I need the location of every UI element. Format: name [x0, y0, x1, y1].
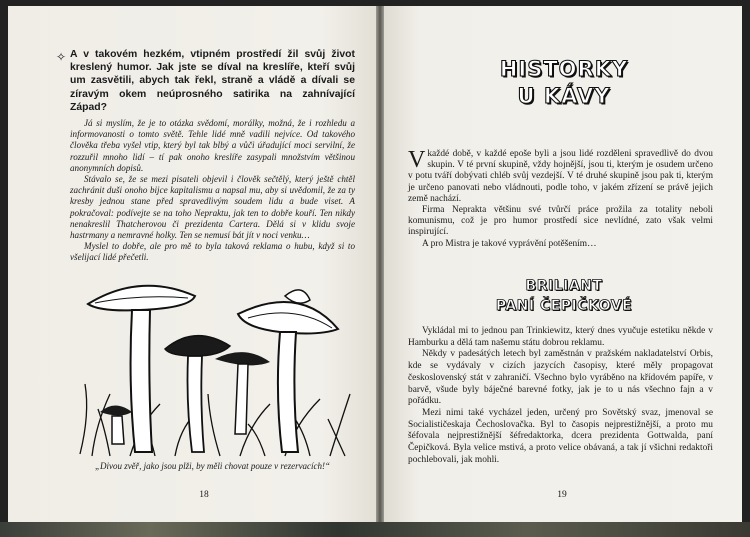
story-paragraph: Někdy v padesátých letech byl zaměstnán v pražském nakladatelství Orbis, kde se vydávaly v cizích jazycích časopisy, které měly propagovat československý stát v zahraničí. Všechno bylo vyráběno na křídovém papíře, v barvě, všude byly báječné barevné fotky, jak je to u nás všechno fajn a v pořádku.: [408, 349, 713, 407]
story-body: [408, 326, 713, 466]
drop-cap: V: [408, 147, 426, 173]
chapter-title: [404, 56, 724, 110]
answer-paragraph: Já si myslím, že je to otázka svědomí, morálky, možná, že i rozhledu a informovanosti o tomto světě. Tehle lidé mně vadili nejvíce. Od takového člověka třeba vyšel vtip, který byl tak blbý a vůči úřadující moci servilní, že rozzuřil mnoho lidí – tí pak onoho kreslíře zasypali množstvím většinou anonymních dopisů.: [70, 118, 355, 173]
right-page: [384, 6, 742, 522]
intro-paragraph: Firma Neprakta většinu své tvůrčí práce prožila za totality neboli komunismu, což je pro humor prostředí sice nevlídné, zato však velmi inspirující.: [408, 205, 713, 238]
story-paragraph: Vykládal mi to jednou pan Trinkiewitz, který dnes vyučuje estetiku někde v Hamburku a dělá tam našemu státu dobrou reklamu.: [408, 326, 713, 348]
story-title: [404, 276, 724, 316]
illustration-caption: „Divou zvěř, jako jsou plži, by měli chovat pouze v rezervacích!“: [94, 461, 331, 471]
page-number: 19: [557, 490, 567, 500]
chapter-title-line: HISTORKY: [499, 57, 629, 81]
chapter-title-line: U KÁVY: [517, 84, 611, 108]
interview-question: [56, 48, 355, 114]
story-title-line: PANÍ ČEPIČKOVÉ: [495, 298, 633, 314]
story-paragraph: Mezi nimi také vycházel jeden, určený pro Sovětský svaz, jmenoval se Socialističeskaja Čechoslovačka. Byl to časopis nejprestižnější, a proto mu šéfovala nejprestižnější šéfredaktorka, dcera prezidenta Gottwalda, paní Čepičková. Byla velice mstivá, a proto velice obávaná, a tak jí všichni redaktoři pochlebovali, jak mohli.: [408, 407, 713, 465]
intro-first-text: každé době, v každé epoše byli a jsou lidé rozděleni spravedlivě do dvou skupin. V té první skupině, vždy hojnější, jsou ti, kterým je osudem určeno v potu tváří dobývati chléb svůj vezdejší. V té druhé skupině jsou pak ti, kterým je určeno panovati nebo vládnouti, podle toho, v jakém zřízení se právě jejich země nachází.: [408, 149, 713, 204]
intro-paragraph: A pro Mistra je takové vyprávění potěšením…: [422, 238, 597, 249]
intro-paragraph: [408, 149, 713, 205]
interview-answer: [70, 118, 355, 264]
page-number: 18: [199, 490, 209, 500]
mushroom-cartoon-illustration: [70, 274, 355, 460]
answer-paragraph: Stávalo se, že se mezi pisateli objevil i člověk sečtělý, který ještě chtěl zachránit duši onoho bijce kapitalismu a napsal mu, aby si uvědomil, že za ty kresby jednou stane před spravedlivým soudem lidu a bude viset. A pokračoval: podívejte se na toho Nepraktu, jak ten to dobře kouří. Ten nikdy nenakreslil Thatcherovou či prezidenta Cartera. Dělá si v klidu svoje hastrmany a nemravné holky. Ten se nemusí bát jít v noci venku…: [70, 174, 355, 241]
book-gutter: [376, 6, 384, 522]
question-bullet-icon: ✧: [56, 50, 67, 64]
left-page: [8, 6, 376, 522]
background-strip: [0, 522, 750, 537]
story-title-line: BRILIANT: [525, 278, 603, 294]
chapter-intro: [408, 149, 713, 250]
question-text: A v takovém hezkém, vtipném prostředí žil svůj život kreslený humor. Jak jste se díval na kreslíře, kteří svůj um zasvětili, abych tak řekl, straně a vládě a dívali se zíravým okem neúprosného satirika na zahnívající Západ?: [70, 49, 355, 113]
answer-paragraph: Myslel to dobře, ale pro mě to byla taková reklama o hubu, když si to všelijací lidé přečetli.: [70, 241, 355, 263]
